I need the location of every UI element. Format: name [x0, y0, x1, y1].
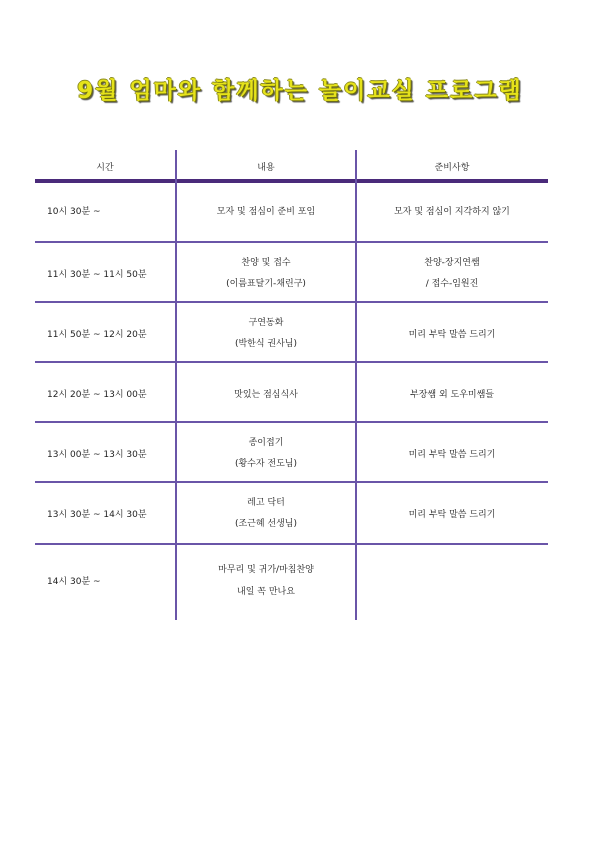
time-cell: 13시 30분 ~ 14시 30분: [47, 510, 147, 520]
time-cell: 13시 00분 ~ 13시 30분: [47, 450, 147, 460]
content-line: (조근혜 선생님): [234, 519, 298, 529]
header-content: 내용: [257, 163, 275, 173]
table-row: [35, 423, 548, 481]
table-row: [35, 183, 548, 241]
table-row: [35, 363, 548, 421]
prep-line: 찬양-장지연쌤: [424, 258, 480, 268]
content-line: 모자 및 점심이 준비 포임: [216, 207, 316, 217]
header-time: 시간: [96, 163, 114, 173]
content-line: 마무리 및 귀가/마침찬양: [218, 565, 314, 575]
prep-line: 부장쌤 외 도우미쌤들: [410, 390, 494, 400]
prep-line: 미리 부탁 말씀 드리기: [408, 450, 496, 460]
content-line: (황수자 전도님): [234, 459, 298, 469]
prep-line: / 접수-임원진: [425, 279, 479, 289]
prep-line: 모자 및 점심이 지각하지 않기: [394, 207, 510, 217]
time-cell: 10시 30분 ~: [47, 207, 101, 217]
content-line: 맛있는 점심식사: [234, 390, 298, 400]
table-row: [35, 545, 548, 620]
time-cell: 11시 30분 ~ 11시 50분: [47, 270, 147, 280]
page-title: 9월 엄마와 함께하는 놀이교실 프로그램: [77, 78, 523, 104]
content-line: 내일 꼭 만나요: [237, 587, 295, 597]
time-cell: 11시 50분 ~ 12시 20분: [47, 330, 147, 340]
content-line: (이름표달기-채린구): [226, 279, 306, 289]
time-cell: 12시 20분 ~ 13시 00분: [47, 390, 147, 400]
content-line: 찬양 및 접수: [241, 258, 291, 268]
time-cell: 14시 30분 ~: [47, 577, 101, 587]
table-row: [35, 483, 548, 541]
prep-line: 미리 부탁 말씀 드리기: [408, 330, 496, 340]
table-header: [35, 150, 548, 180]
content-line: 구연동화: [248, 318, 284, 328]
content-line: 레고 닥터: [247, 498, 285, 508]
content-line: 종이접기: [248, 438, 284, 448]
header-prep: 준비사항: [434, 163, 470, 173]
schedule-table: [35, 150, 548, 597]
table-row: [35, 243, 548, 301]
table-row: [35, 303, 548, 361]
content-line: (박한식 권사님): [234, 339, 298, 349]
prep-line: 미리 부탁 말씀 드리기: [408, 510, 496, 520]
